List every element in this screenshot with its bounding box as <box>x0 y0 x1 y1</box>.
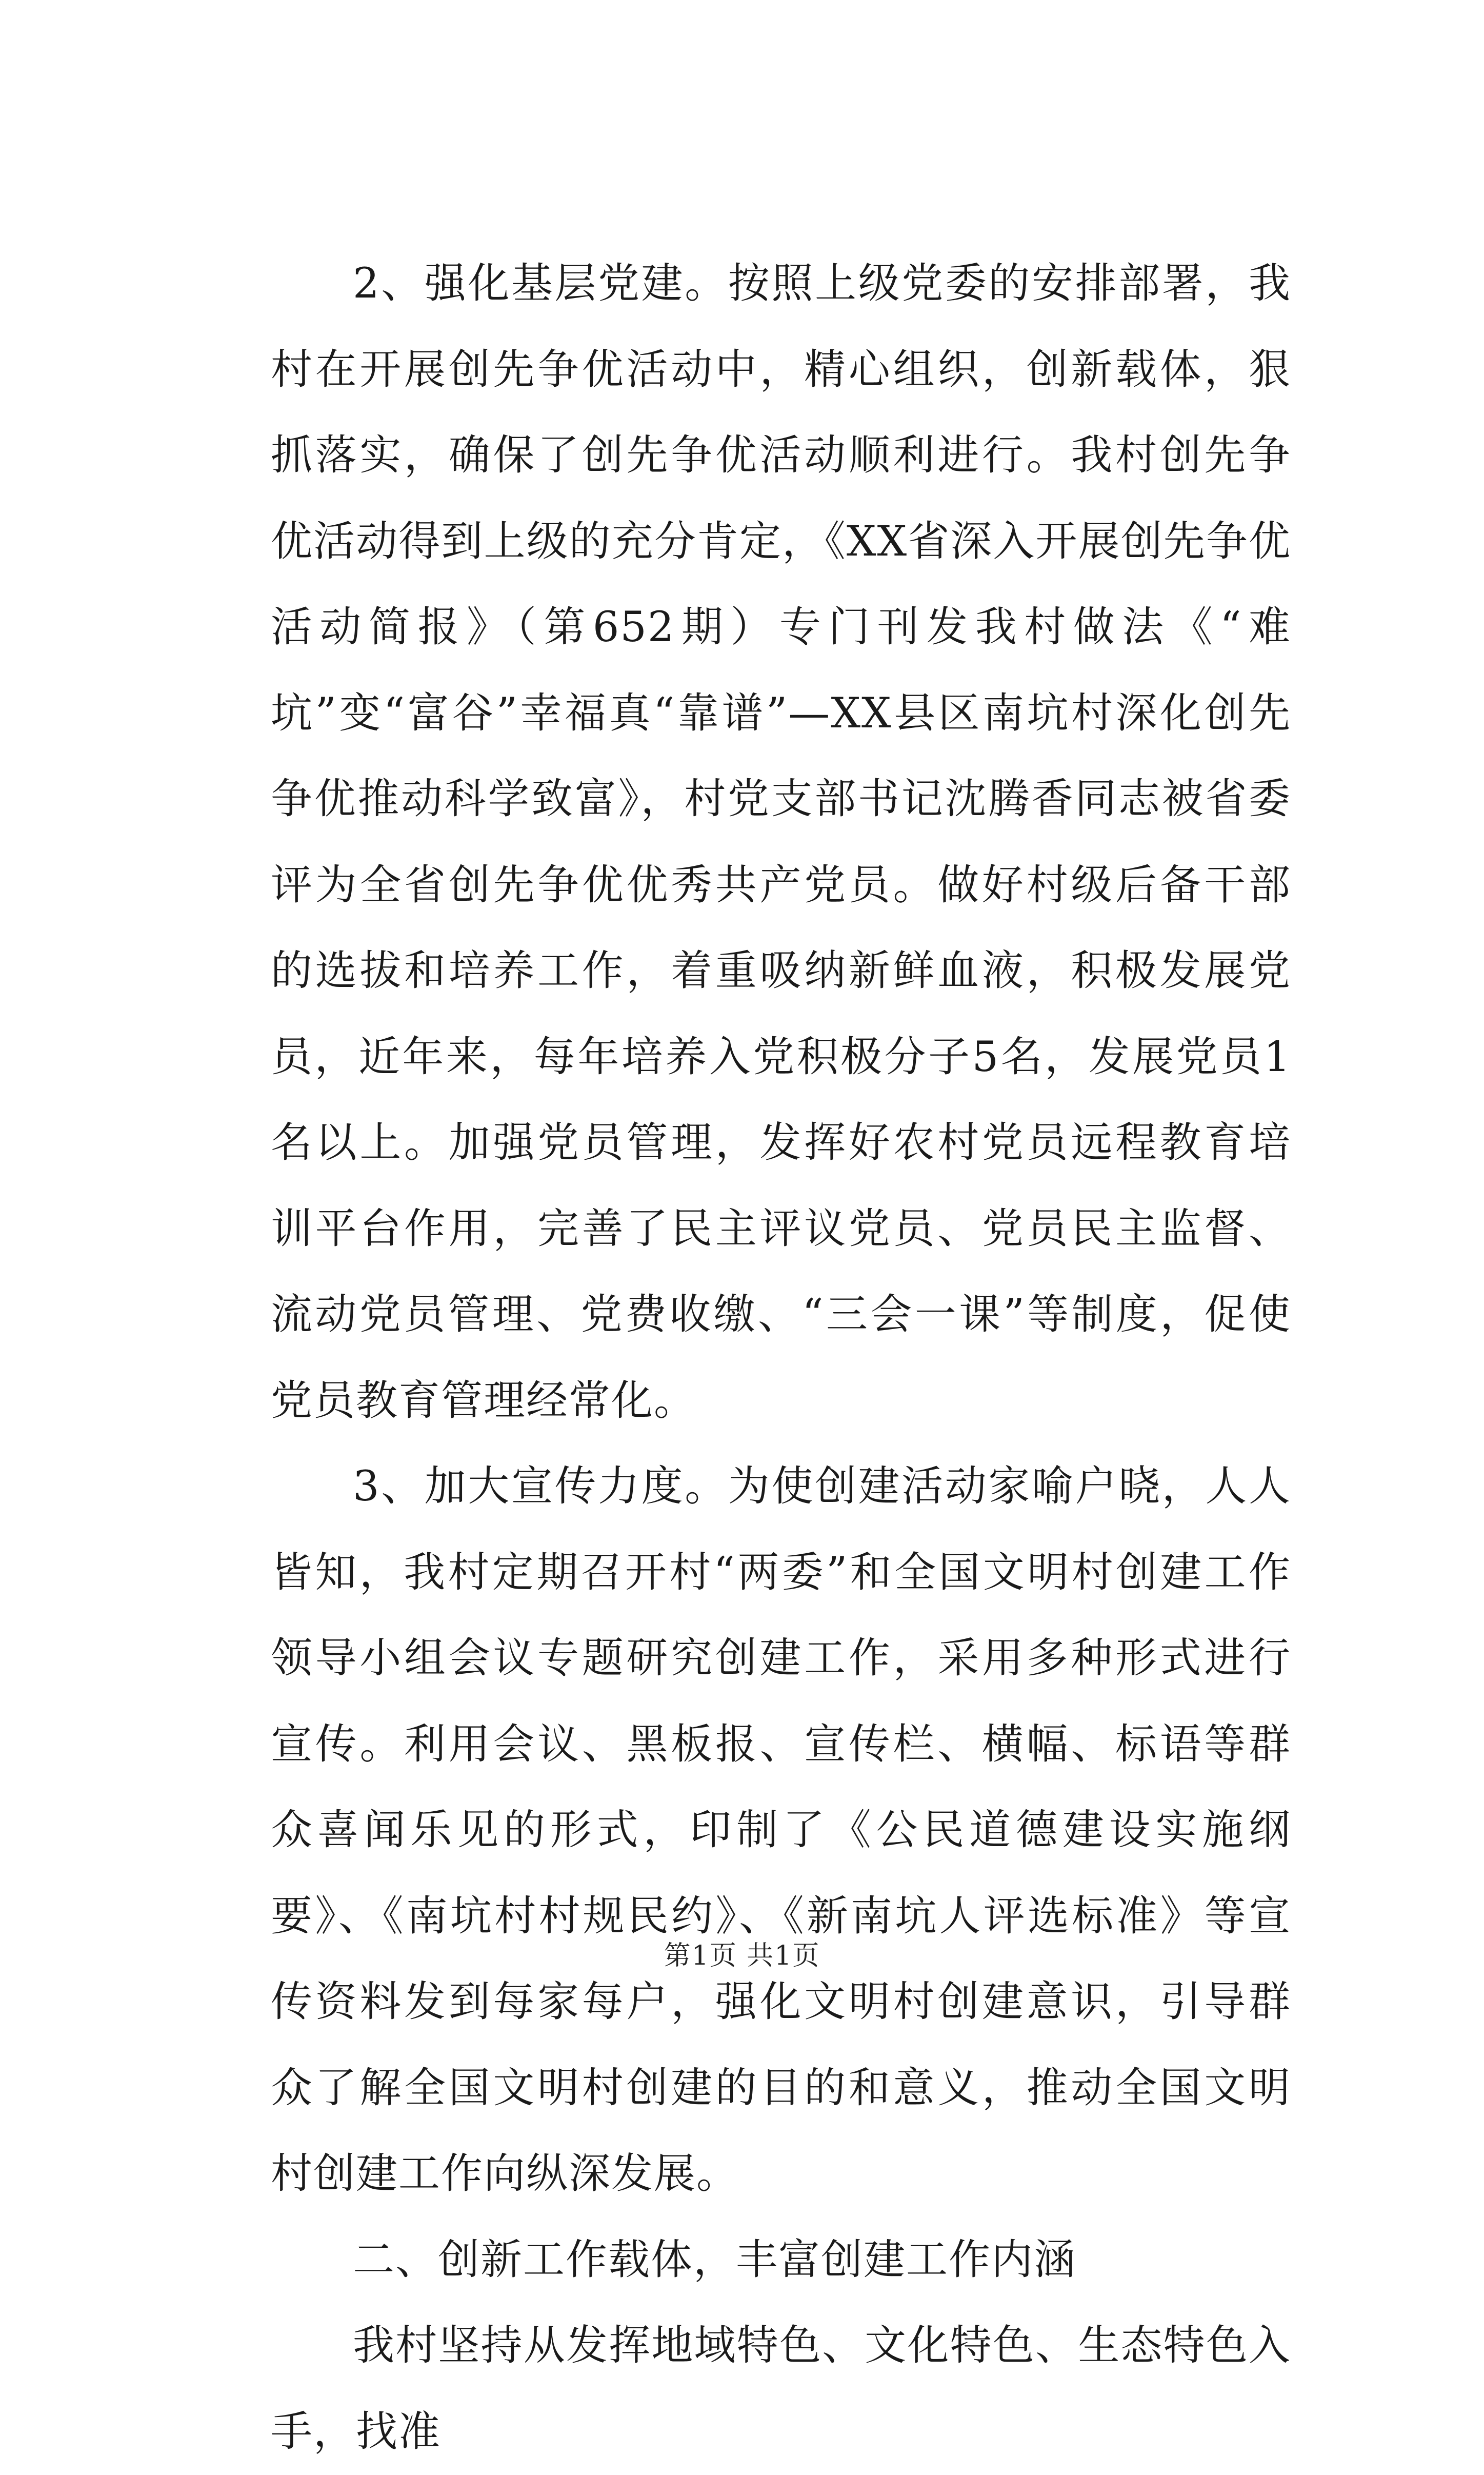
paragraph-publicity: 3、加大宣传力度。为使创建活动家喻户晓，人人皆知，我村定期召开村“两委”和全国文明村创建工作领导小组会议专题研究创建工作，采用多种形式进行宣传。利用会议、黑板报、宣传栏、横幅、标语等群众喜闻乐见的形式，印制了《公民道德建设实施纲要》、《南坑村村规民约》、《新南坑人评选标准》等宣传资料发到每家每户，强化文明村创建意识，引导群众了解全国文明村创建的目的和意义，推动全国文明村创建工作向纵深发展。 <box>271 1462 1291 2198</box>
paragraph-party-building: 2、强化基层党建。按照上级党委的安排部署，我村在开展创先争优活动中，精心组织，创新载体，狠抓落实，确保了创先争优活动顺利进行。我村创先争优活动得到上级的充分肯定，《XX省深入开展创先争优活动简报》（第652期）专门刊发我村做法《“难坑”变“富谷”幸福真“靠谱”—XX县区南坑村深化创先争优推动科学致富》，村党支部书记沈腾香同志被省委评为全省创先争优优秀共产党员。做好村级后备干部的选拔和培养工作，着重吸纳新鲜血液，积极发展党员，近年来，每年培养入党积极分子5名，发展党员1名以上。加强党员管理，发挥好农村党员远程教育培训平台作用，完善了民主评议党员、党员民主监督、流动党员管理、党费收缴、“三会一课”等制度，促使党员教育管理经常化。 <box>271 260 1291 1425</box>
document-body <box>271 241 1291 2475</box>
paragraph-section-intro: 我村坚持从发挥地域特色、文化特色、生态特色入手，找准 <box>271 2322 1291 2456</box>
section-heading: 二、创新工作载体，丰富创建工作内涵 <box>353 2235 1077 2284</box>
page-footer: 第1页 共1页 <box>664 1941 820 1971</box>
